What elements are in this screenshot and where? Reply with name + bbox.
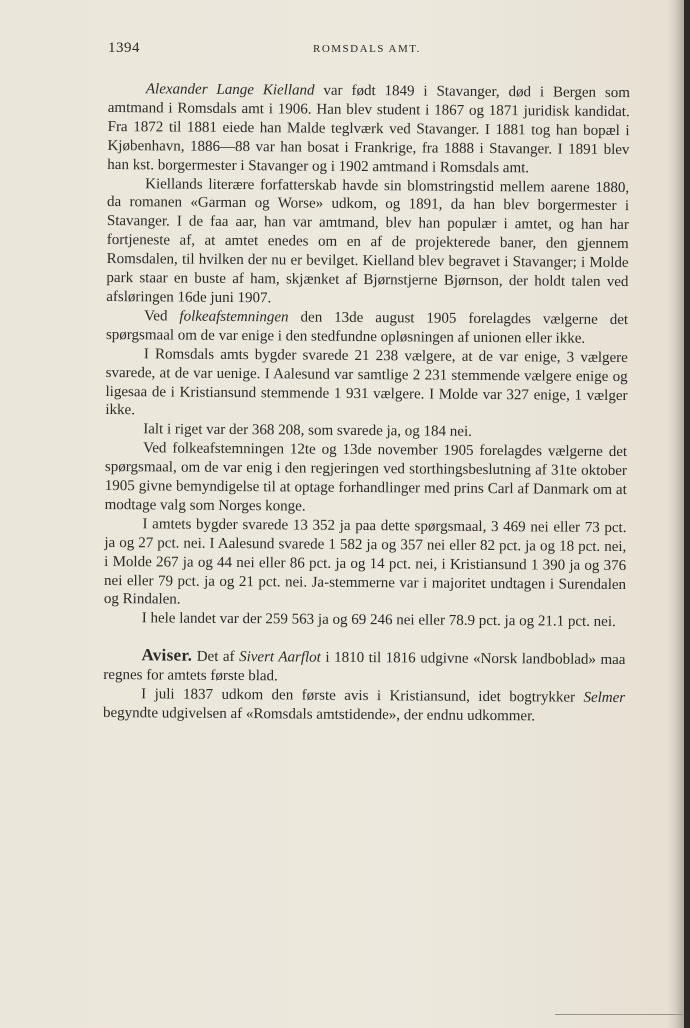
paragraph-text: Det af xyxy=(192,648,240,666)
paragraph-first-newspaper xyxy=(103,685,625,727)
body-text xyxy=(103,80,630,727)
paragraph-text: Ved xyxy=(144,308,180,325)
paragraph-text: i 1810 til 1816 udgivne «Norsk landboblad» maa regnes for amtets første blad. xyxy=(103,649,626,685)
person-name: Selmer xyxy=(583,689,626,707)
page-number: 1394 xyxy=(108,40,140,56)
paragraph-november-results: I amtets bygder svarede 13 352 ja paa dette spørgsmaal, 3 469 nei eller 73 pct. ja og 27 pct. nei. I Aalesund svarede 1 582 ja og 357 nei eller 82 pct. ja og 18 pct. nei, i Molde 267 ja og 44 nei eller 86 pct. ja og 14 pct. nei, i Kristiansund 1 390 ja og 376 nei eller 79 pct. ja og 21 pct. nei. Ja-stemmerne var i majoritet undtagen i Surendalen og Rindalen. xyxy=(103,516,627,609)
page-header xyxy=(108,40,628,60)
person-name: Sivert Aarflot xyxy=(239,649,321,666)
bottom-rule xyxy=(555,1014,683,1015)
paragraph-november-national: I hele landet var der 259 563 ja og 69 246 nei eller 78.9 pct. ja og 21.1 pct. nei. xyxy=(141,610,616,631)
italic-term: folkeafstemningen xyxy=(179,308,289,326)
paragraph-referendum-august xyxy=(106,307,628,349)
paragraph-kielland-works: Kiellands literære forfatterskab havde sin blomstringstid mellem aarene 1880, da romanen «Garman og Worse» udkom, og 1891, da han blev borgermester i Stavanger. I de faa aar, han var amtmand, blev han populær i amtet, og han har fortjeneste af, at amtet enedes om en af de projekterede baner, den gjennem Romsdalen, til hvilken der nu er bevilget. Kielland blev begravet i Stavanger; i Molde park staar en buste af ham, skjænket af Bjørnstjerne Bjørnson, der holdt talen ved afsløringen 16de juni 1907. xyxy=(106,175,630,307)
section-heading: Aviser. xyxy=(141,645,193,665)
person-name: Alexander Lange Kielland xyxy=(145,81,315,99)
paragraph-text: I juli 1837 udkom den første avis i Kristiansund, idet bogtrykker xyxy=(141,686,584,706)
paragraph-text: den 13de august 1905 forelagdes vælgerne det spørgsmaal om de var enige i den stedfundne opløsningen af unionen eller ikke. xyxy=(105,309,629,347)
binding-edge xyxy=(684,0,690,1028)
paragraph-referendum-november: Ved folkeafstemningen 12te og 13de november 1905 forelagdes vælgerne det spørgsmaal, om de var enig i den regjeringen ved storthingsbeslutning af 31te oktober 1905 givne bemyndigelse til at optage forhandlinger med prins Carl af Danmark om at modtage valg som Norges konge. xyxy=(104,440,628,515)
paragraph-text: begyndte udgivelsen af «Romsdals amtstidende», der endnu udkommer. xyxy=(102,704,536,725)
paragraph-aviser xyxy=(103,646,625,689)
paragraph-text: var født 1849 i Stavanger, død i Bergen som amtmand i Romsdals amt i 1906. Han blev student i 1867 og 1871 juridisk kandidat. Fra 1872 til 1881 eiede han Malde teglværk ved Stavanger. I 1881 tog han bopæl i Kjøbenhavn, 1886—88 var han bosat i Frankrige, fra 1888 i Stavanger. I 1891 blev han kst. borgermester i Stavanger og i 1902 amtmand i Romsdals amt. xyxy=(107,82,630,176)
paragraph-national-total: Ialt i riget var der 368 208, som svarede ja, og 184 nei. xyxy=(143,421,472,441)
paragraph-kielland-bio xyxy=(107,80,630,179)
running-title: ROMSDALS AMT. xyxy=(313,43,421,55)
paragraph-romsdal-results: I Romsdals amts bygder svarede 21 238 vælgere, at de var enige, 3 vælgere svarede, at de var uenige. I Aalesund var samtlige 2 231 stemmende vælgere enige og ligesaa de i Kristiansund stemmende 1 931 vælgere. I Molde var 327 enige, 1 vælger ikke. xyxy=(105,345,628,419)
